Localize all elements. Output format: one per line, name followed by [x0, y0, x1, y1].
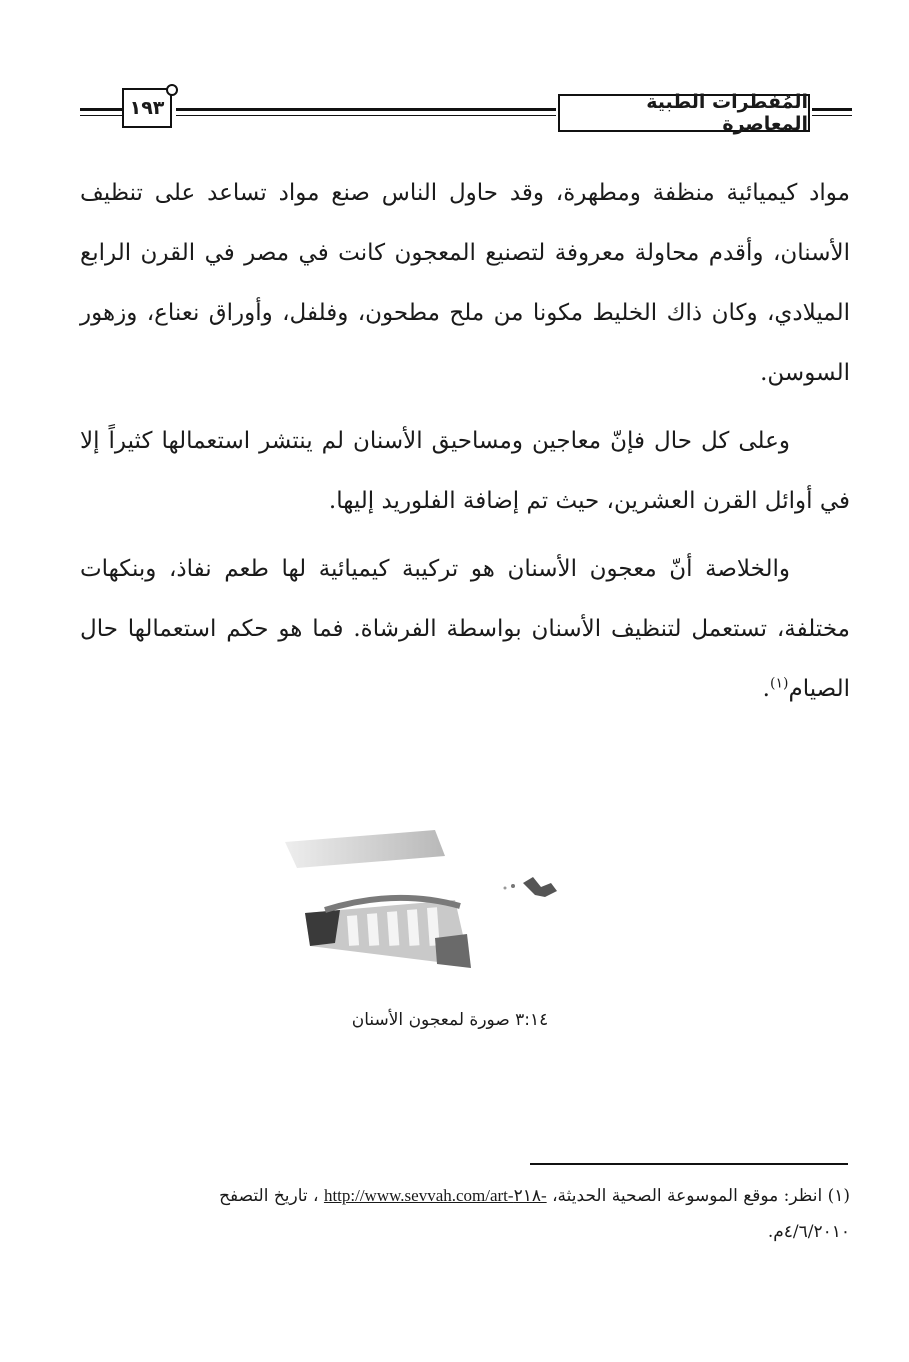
header-rule [812, 115, 852, 116]
footnote-line [80, 1178, 850, 1214]
footnote-prefix: (١) انظر: موقع الموسوعة الصحية الحديثة، [552, 1186, 850, 1206]
paragraph-text: والخلاصة أنّ معجون الأسنان هو تركيبة كيميائية لها طعم نفاذ، وبنكهات مختلفة، تستعمل لتنظيف الأسنان بواسطة الفرشاة. فما هو حكم استعمالها حال الصيام [80, 556, 850, 702]
body-text [80, 163, 850, 727]
paragraph-end: . [762, 676, 770, 702]
figure-caption: ٣:١٤ صورة لمعجون الأسنان [351, 1010, 549, 1030]
running-title: المُفطرات الطبية المعاصرة [558, 94, 810, 132]
header-rule [176, 115, 556, 116]
footnote [80, 1178, 850, 1250]
header-rule [80, 108, 122, 111]
page-number: ١٩٣ [122, 88, 172, 128]
toothpaste-image [285, 828, 585, 988]
toothbrush-head-shape [305, 898, 471, 968]
header-rule [176, 108, 556, 111]
header-rule [80, 115, 122, 116]
header-rule [812, 108, 852, 111]
footnote-separator [530, 1163, 848, 1165]
paragraph [80, 539, 850, 719]
footnote-suffix: ، تاريخ التصفح [219, 1186, 319, 1206]
paragraph: مواد كيميائية منظفة ومطهرة، وقد حاول الناس صنع مواد تساعد على تنظيف الأسنان، وأقدم محاولة معروفة لتصنيع المعجون كانت في مصر في القرن الرابع الميلادي، وكان ذاك الخليط مكونا من ملح مطحون، وفلفل، وأوراق نعناع، وزهور السوسن. [80, 180, 850, 386]
footnote-link[interactable]: http://www.sevvah.com/art-٢١٨- [323, 1186, 547, 1205]
footnote-reference: (١) [769, 675, 789, 692]
paragraph: وعلى كل حال فإنّ معاجين ومساحيق الأسنان لم ينتشر استعمالها كثيراً إلا في أوائل القرن العشرين، حيث تم إضافة الفلوريد إليها. [80, 428, 850, 514]
toothpaste-blob-shape [504, 877, 558, 897]
footnote-date: ٤/٦/٢٠١٠م. [767, 1222, 850, 1242]
toothpaste-tube-shape [285, 830, 445, 868]
